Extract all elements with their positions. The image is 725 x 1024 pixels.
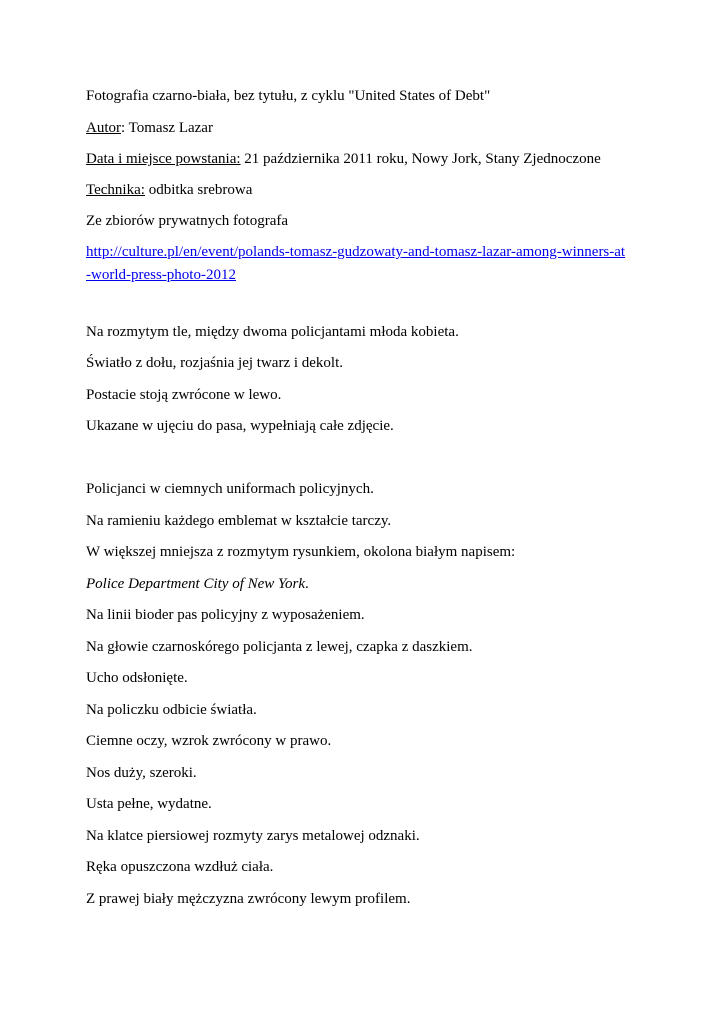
p1-line-1: Na rozmytym tle, między dwoma policjantami młoda kobieta. [86, 324, 459, 340]
p2-line-1: Policjanci w ciemnych uniformach policyjnych. [86, 481, 374, 497]
date-value: 21 października 2011 roku, Nowy Jork, Stany Zjednoczone [240, 151, 601, 167]
p2-line-9: Ciemne oczy, wzrok zwrócony w prawo. [86, 733, 332, 749]
period: . [305, 576, 309, 592]
technique-value: odbitka srebrowa [144, 182, 253, 198]
technique-label: Technika: [86, 182, 145, 198]
p1-line-4: Ukazane w ujęciu do pasa, wypełniają całe zdjęcie. [86, 418, 394, 434]
author-line [86, 118, 213, 138]
p2-line-14: Z prawej biały mężczyzna zwrócony lewym profilem. [86, 891, 411, 907]
technique-line [86, 180, 252, 200]
p2-line-6: Na głowie czarnoskórego policjanta z lewej, czapka z daszkiem. [86, 639, 473, 655]
date-label: Data i miejsce powstania: [86, 151, 241, 167]
p2-line-10: Nos duży, szeroki. [86, 765, 197, 781]
p2-line-13: Ręka opuszczona wzdłuż ciała. [86, 859, 274, 875]
p2-line-3: W większej mniejsza z rozmytym rysunkiem, okolona białym napisem: [86, 544, 516, 560]
title-line: Fotografia czarno-biała, bez tytułu, z cyklu "United States of Debt" [86, 88, 491, 104]
p2-line-4 [86, 574, 309, 594]
p2-line-7: Ucho odsłonięte. [86, 670, 188, 686]
p1-line-2: Światło z dołu, rozjaśnia jej twarz i dekolt. [86, 355, 344, 371]
p2-line-12: Na klatce piersiowej rozmyty zarys metalowej odznaki. [86, 828, 420, 844]
date-line [86, 149, 601, 169]
p2-line-5: Na linii bioder pas policyjny z wyposażeniem. [86, 607, 365, 623]
p2-line-11: Usta pełne, wydatne. [86, 796, 212, 812]
police-department-text: Police Department City of New York [86, 576, 306, 592]
p1-line-3: Postacie stoją zwrócone w lewo. [86, 387, 282, 403]
p2-line-2: Na ramieniu każdego emblemat w kształcie tarczy. [86, 513, 392, 529]
source-link[interactable]: http://culture.pl/en/event/polands-tomasz-gudzowaty-and-tomasz-lazar-among-winners-at-world-press-photo-2012 [86, 244, 626, 283]
collection-line: Ze zbiorów prywatnych fotografa [86, 213, 289, 229]
author-label: Autor [86, 120, 121, 136]
p2-line-8: Na policzku odbicie światła. [86, 702, 257, 718]
author-value: : Tomasz Lazar [121, 120, 213, 136]
